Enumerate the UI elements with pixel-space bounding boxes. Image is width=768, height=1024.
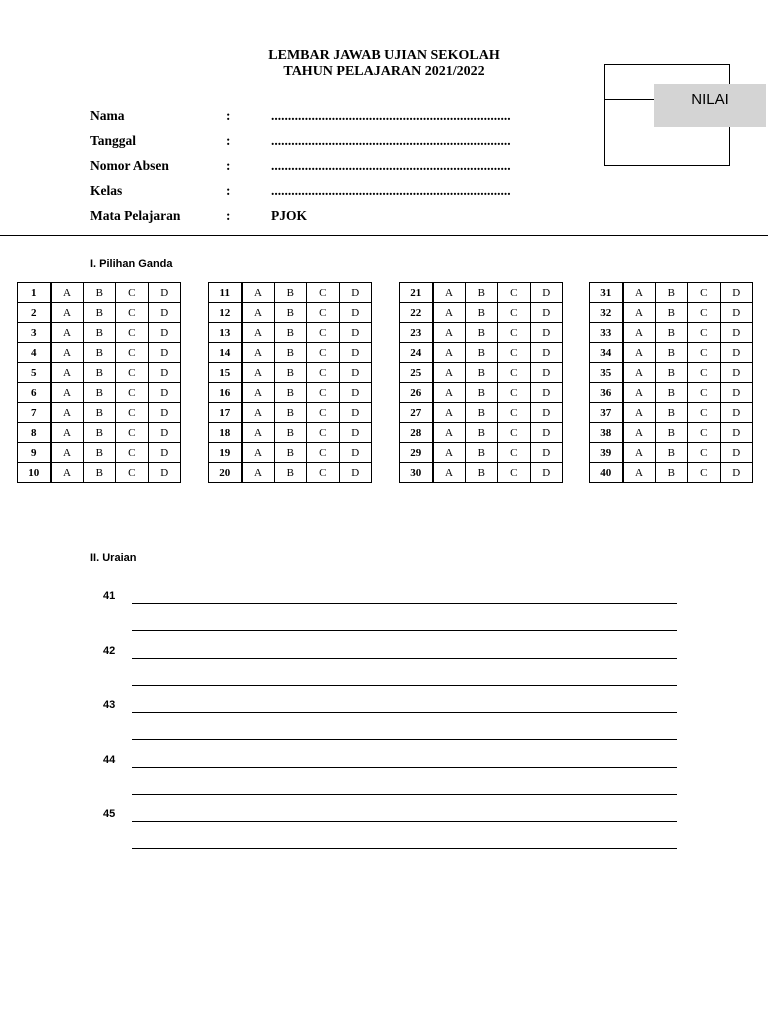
answer-row (18, 323, 181, 343)
answer-option[interactable]: A (242, 323, 275, 343)
answer-option[interactable]: B (465, 463, 498, 483)
answer-option[interactable]: A (623, 403, 656, 423)
answer-row (590, 323, 753, 343)
answer-row (18, 443, 181, 463)
answer-option[interactable]: D (339, 323, 372, 343)
question-number: 37 (590, 403, 623, 423)
answer-option[interactable]: B (465, 443, 498, 463)
answer-option[interactable]: D (339, 463, 372, 483)
answer-option[interactable]: B (83, 463, 116, 483)
answer-option[interactable]: C (498, 323, 531, 343)
answer-option[interactable]: A (242, 403, 275, 423)
identity-label: Nama (90, 108, 125, 123)
answer-option[interactable]: A (433, 363, 466, 383)
score-label: NILAI (654, 84, 766, 127)
answer-option[interactable]: C (307, 303, 340, 323)
answer-option[interactable]: C (116, 383, 149, 403)
answer-row (209, 323, 372, 343)
answer-option[interactable]: A (242, 363, 275, 383)
question-number: 35 (590, 363, 623, 383)
answer-row (400, 283, 563, 303)
answer-row (209, 463, 372, 483)
question-number: 7 (18, 403, 51, 423)
answer-option[interactable]: A (433, 383, 466, 403)
answer-option[interactable]: C (498, 383, 531, 403)
essay-answer-line[interactable] (132, 848, 677, 849)
question-number: 27 (400, 403, 433, 423)
essay-number: 43 (103, 699, 116, 711)
answer-row (590, 303, 753, 323)
answer-option[interactable]: D (720, 403, 753, 423)
answer-option[interactable]: B (655, 343, 688, 363)
question-number: 5 (18, 363, 51, 383)
header-divider (0, 235, 768, 236)
answer-option[interactable]: A (433, 323, 466, 343)
answer-option[interactable]: B (83, 343, 116, 363)
answer-row (209, 423, 372, 443)
answer-option[interactable]: B (465, 343, 498, 363)
section-title-essay: II. Uraian (90, 552, 137, 564)
answer-option[interactable]: C (498, 403, 531, 423)
answer-option[interactable]: C (116, 403, 149, 423)
answer-option[interactable]: D (339, 283, 372, 303)
answer-option[interactable]: C (116, 363, 149, 383)
answer-option[interactable]: A (51, 343, 84, 363)
answer-option[interactable]: D (530, 403, 563, 423)
answer-row (209, 303, 372, 323)
answer-option[interactable]: C (116, 303, 149, 323)
answer-option[interactable]: C (307, 343, 340, 363)
answer-option[interactable]: C (307, 463, 340, 483)
answer-option[interactable]: D (720, 463, 753, 483)
answer-option[interactable]: A (623, 323, 656, 343)
answer-row (209, 443, 372, 463)
answer-option[interactable]: A (242, 303, 275, 323)
answer-row (590, 383, 753, 403)
identity-label: Kelas (90, 183, 123, 198)
answer-option[interactable]: D (148, 383, 181, 403)
answer-row (18, 343, 181, 363)
answer-option[interactable]: B (465, 303, 498, 323)
answer-option[interactable]: C (688, 463, 721, 483)
answer-row (590, 283, 753, 303)
answer-option[interactable]: D (148, 283, 181, 303)
answer-option[interactable]: D (530, 303, 563, 323)
answer-option[interactable]: C (307, 363, 340, 383)
question-number: 36 (590, 383, 623, 403)
answer-option[interactable]: A (242, 463, 275, 483)
question-number: 28 (400, 423, 433, 443)
question-number: 16 (209, 383, 242, 403)
answer-option[interactable]: A (433, 463, 466, 483)
answer-option[interactable]: A (433, 283, 466, 303)
answer-option[interactable]: D (720, 423, 753, 443)
answer-option[interactable]: B (465, 383, 498, 403)
essay-answer-line[interactable] (132, 794, 677, 795)
answer-option[interactable]: B (274, 463, 307, 483)
question-number: 18 (209, 423, 242, 443)
answer-option[interactable]: D (148, 323, 181, 343)
answer-row (400, 463, 563, 483)
answer-option[interactable]: B (274, 343, 307, 363)
answer-option[interactable]: C (498, 443, 531, 463)
section-title-multiple-choice: I. Pilihan Ganda (90, 258, 173, 270)
answer-option[interactable]: C (116, 343, 149, 363)
answer-option[interactable]: A (433, 443, 466, 463)
answer-option[interactable]: A (242, 383, 275, 403)
answer-option[interactable]: B (83, 283, 116, 303)
question-number: 10 (18, 463, 51, 483)
question-number: 29 (400, 443, 433, 463)
question-number: 3 (18, 323, 51, 343)
identity-field[interactable]: ....................................................................... (271, 133, 511, 148)
answer-row (209, 283, 372, 303)
answer-table (399, 282, 563, 483)
answer-option[interactable]: D (148, 443, 181, 463)
identity-label: Mata Pelajaran (90, 208, 181, 223)
answer-option[interactable]: C (307, 403, 340, 423)
answer-option[interactable]: B (655, 463, 688, 483)
answer-option[interactable]: A (623, 343, 656, 363)
answer-option[interactable]: D (148, 363, 181, 383)
answer-row (400, 343, 563, 363)
identity-colon: : (226, 133, 231, 148)
answer-option[interactable]: D (530, 283, 563, 303)
question-number: 30 (400, 463, 433, 483)
answer-option[interactable]: C (688, 283, 721, 303)
answer-option[interactable]: B (274, 423, 307, 443)
answer-option[interactable]: D (530, 383, 563, 403)
answer-row (590, 363, 753, 383)
answer-option[interactable]: A (623, 363, 656, 383)
answer-option[interactable]: A (623, 463, 656, 483)
identity-field[interactable]: PJOK (271, 208, 307, 223)
essay-answer-line[interactable] (132, 685, 677, 686)
answer-option[interactable]: D (148, 343, 181, 363)
identity-field[interactable]: ....................................................................... (271, 183, 511, 198)
answer-option[interactable]: A (51, 443, 84, 463)
question-number: 13 (209, 323, 242, 343)
essay-number: 45 (103, 808, 116, 820)
answer-option[interactable]: B (655, 283, 688, 303)
answer-option[interactable]: C (498, 363, 531, 383)
answer-option[interactable]: B (274, 363, 307, 383)
answer-row (18, 423, 181, 443)
answer-row (18, 363, 181, 383)
answer-option[interactable]: C (688, 423, 721, 443)
question-number: 15 (209, 363, 242, 383)
answer-option[interactable]: D (530, 323, 563, 343)
answer-option[interactable]: D (148, 303, 181, 323)
answer-option[interactable]: A (242, 283, 275, 303)
answer-option[interactable]: B (274, 283, 307, 303)
answer-option[interactable]: D (720, 363, 753, 383)
answer-row (209, 343, 372, 363)
answer-option[interactable]: C (498, 463, 531, 483)
answer-row (400, 323, 563, 343)
answer-option[interactable]: C (498, 283, 531, 303)
answer-option[interactable]: C (307, 423, 340, 443)
answer-option[interactable]: D (720, 323, 753, 343)
answer-option[interactable]: D (530, 443, 563, 463)
answer-option[interactable]: A (51, 303, 84, 323)
essay-answer-line[interactable] (132, 767, 677, 768)
answer-option[interactable]: A (51, 283, 84, 303)
answer-option[interactable]: B (465, 323, 498, 343)
answer-row (590, 403, 753, 423)
answer-option[interactable]: C (688, 403, 721, 423)
question-number: 25 (400, 363, 433, 383)
question-number: 9 (18, 443, 51, 463)
answer-option[interactable]: B (655, 383, 688, 403)
identity-colon: : (226, 158, 231, 173)
answer-option[interactable]: B (274, 403, 307, 423)
answer-option[interactable]: A (623, 383, 656, 403)
answer-row (400, 403, 563, 423)
answer-option[interactable]: B (655, 363, 688, 383)
answer-option[interactable]: D (148, 463, 181, 483)
essay-answer-line[interactable] (132, 603, 677, 604)
answer-option[interactable]: B (465, 423, 498, 443)
question-number: 21 (400, 283, 433, 303)
answer-option[interactable]: C (116, 283, 149, 303)
answer-option[interactable]: B (655, 423, 688, 443)
answer-option[interactable]: A (623, 443, 656, 463)
essay-number: 41 (103, 590, 116, 602)
answer-option[interactable]: B (274, 303, 307, 323)
identity-colon: : (226, 183, 231, 198)
question-number: 2 (18, 303, 51, 323)
question-number: 14 (209, 343, 242, 363)
answer-option[interactable]: D (339, 403, 372, 423)
answer-option[interactable]: C (688, 323, 721, 343)
answer-row (18, 463, 181, 483)
answer-option[interactable]: D (530, 423, 563, 443)
academic-year: TAHUN PELAJARAN 2021/2022 (283, 64, 485, 79)
answer-option[interactable]: A (51, 323, 84, 343)
answer-option[interactable]: B (83, 323, 116, 343)
answer-option[interactable]: A (433, 423, 466, 443)
answer-option[interactable]: A (242, 443, 275, 463)
question-number: 31 (590, 283, 623, 303)
answer-table (589, 282, 753, 483)
essay-answer-line[interactable] (132, 658, 677, 659)
answer-row (590, 343, 753, 363)
answer-row (400, 443, 563, 463)
answer-option[interactable]: D (339, 423, 372, 443)
answer-option[interactable]: A (51, 463, 84, 483)
answer-option[interactable]: A (51, 403, 84, 423)
answer-option[interactable]: D (720, 283, 753, 303)
identity-field[interactable]: ....................................................................... (271, 108, 511, 123)
essay-number: 44 (103, 753, 116, 766)
answer-row (209, 403, 372, 423)
question-number: 32 (590, 303, 623, 323)
answer-option[interactable]: B (274, 383, 307, 403)
answer-option[interactable]: C (307, 283, 340, 303)
answer-option[interactable]: A (433, 403, 466, 423)
question-number: 33 (590, 323, 623, 343)
answer-option[interactable]: D (530, 343, 563, 363)
question-number: 6 (18, 383, 51, 403)
answer-option[interactable]: D (720, 303, 753, 323)
answer-option[interactable]: D (339, 343, 372, 363)
answer-option[interactable]: B (655, 403, 688, 423)
identity-label: Nomor Absen (90, 158, 169, 173)
answer-row (18, 283, 181, 303)
essay-number: 42 (103, 644, 116, 657)
answer-option[interactable]: B (83, 303, 116, 323)
answer-row (590, 423, 753, 443)
answer-row (590, 463, 753, 483)
answer-table (208, 282, 372, 483)
answer-row (18, 303, 181, 323)
question-number: 34 (590, 343, 623, 363)
answer-option[interactable]: B (655, 443, 688, 463)
question-number: 24 (400, 343, 433, 363)
answer-option[interactable]: D (720, 443, 753, 463)
question-number: 8 (18, 423, 51, 443)
question-number: 39 (590, 443, 623, 463)
answer-option[interactable]: C (116, 423, 149, 443)
question-number: 19 (209, 443, 242, 463)
answer-option[interactable]: D (339, 303, 372, 323)
answer-option[interactable]: B (83, 363, 116, 383)
answer-option[interactable]: B (274, 323, 307, 343)
answer-option[interactable]: B (465, 363, 498, 383)
answer-option[interactable]: B (274, 443, 307, 463)
answer-option[interactable]: A (433, 343, 466, 363)
answer-option[interactable]: A (623, 303, 656, 323)
question-number: 40 (590, 463, 623, 483)
answer-option[interactable]: C (116, 443, 149, 463)
answer-table (17, 282, 181, 483)
question-number: 23 (400, 323, 433, 343)
answer-row (400, 383, 563, 403)
question-number: 12 (209, 303, 242, 323)
answer-option[interactable]: C (498, 343, 531, 363)
identity-colon: : (226, 208, 231, 223)
essay-answer-line[interactable] (132, 630, 677, 631)
question-number: 22 (400, 303, 433, 323)
answer-option[interactable]: D (339, 383, 372, 403)
answer-option[interactable]: D (720, 343, 753, 363)
identity-field[interactable]: ....................................................................... (271, 158, 511, 173)
answer-option[interactable]: D (339, 443, 372, 463)
question-number: 26 (400, 383, 433, 403)
answer-row (18, 403, 181, 423)
answer-row (209, 383, 372, 403)
answer-option[interactable]: A (623, 283, 656, 303)
answer-option[interactable]: C (688, 303, 721, 323)
answer-option[interactable]: C (688, 363, 721, 383)
essay-answer-line[interactable] (132, 821, 677, 822)
answer-option[interactable]: B (83, 403, 116, 423)
answer-option[interactable]: D (720, 383, 753, 403)
answer-row (400, 303, 563, 323)
answer-option[interactable]: B (465, 283, 498, 303)
answer-option[interactable]: A (51, 383, 84, 403)
question-number: 4 (18, 343, 51, 363)
answer-row (590, 443, 753, 463)
question-number: 17 (209, 403, 242, 423)
answer-option[interactable]: C (116, 463, 149, 483)
score-box-divider (604, 99, 656, 100)
answer-option[interactable]: D (530, 463, 563, 483)
answer-option[interactable]: D (339, 363, 372, 383)
answer-option[interactable]: B (655, 323, 688, 343)
answer-option[interactable]: C (307, 383, 340, 403)
essay-answer-line[interactable] (132, 739, 677, 740)
answer-option[interactable]: D (148, 403, 181, 423)
question-number: 1 (18, 283, 51, 303)
sheet-title: LEMBAR JAWAB UJIAN SEKOLAH (268, 48, 500, 63)
answer-option[interactable]: C (307, 443, 340, 463)
answer-option[interactable]: C (307, 323, 340, 343)
answer-option[interactable]: A (623, 423, 656, 443)
answer-row (209, 363, 372, 383)
answer-row (18, 383, 181, 403)
answer-row (400, 363, 563, 383)
answer-option[interactable]: C (688, 343, 721, 363)
answer-option[interactable]: B (655, 303, 688, 323)
answer-option[interactable]: A (51, 363, 84, 383)
question-number: 38 (590, 423, 623, 443)
essay-answer-line[interactable] (132, 712, 677, 713)
answer-option[interactable]: B (83, 423, 116, 443)
answer-option[interactable]: C (688, 383, 721, 403)
answer-option[interactable]: B (465, 403, 498, 423)
answer-option[interactable]: C (116, 323, 149, 343)
answer-option[interactable]: C (688, 443, 721, 463)
answer-option[interactable]: C (498, 423, 531, 443)
answer-option[interactable]: A (242, 343, 275, 363)
answer-option[interactable]: D (530, 363, 563, 383)
answer-option[interactable]: A (51, 423, 84, 443)
answer-option[interactable]: D (148, 423, 181, 443)
answer-option[interactable]: A (433, 303, 466, 323)
answer-option[interactable]: B (83, 383, 116, 403)
identity-colon: : (226, 108, 231, 123)
question-number: 11 (209, 283, 242, 303)
answer-option[interactable]: B (83, 443, 116, 463)
answer-row (400, 423, 563, 443)
identity-label: Tanggal (90, 133, 137, 148)
answer-option[interactable]: A (242, 423, 275, 443)
answer-option[interactable]: C (498, 303, 531, 323)
question-number: 20 (209, 463, 242, 483)
